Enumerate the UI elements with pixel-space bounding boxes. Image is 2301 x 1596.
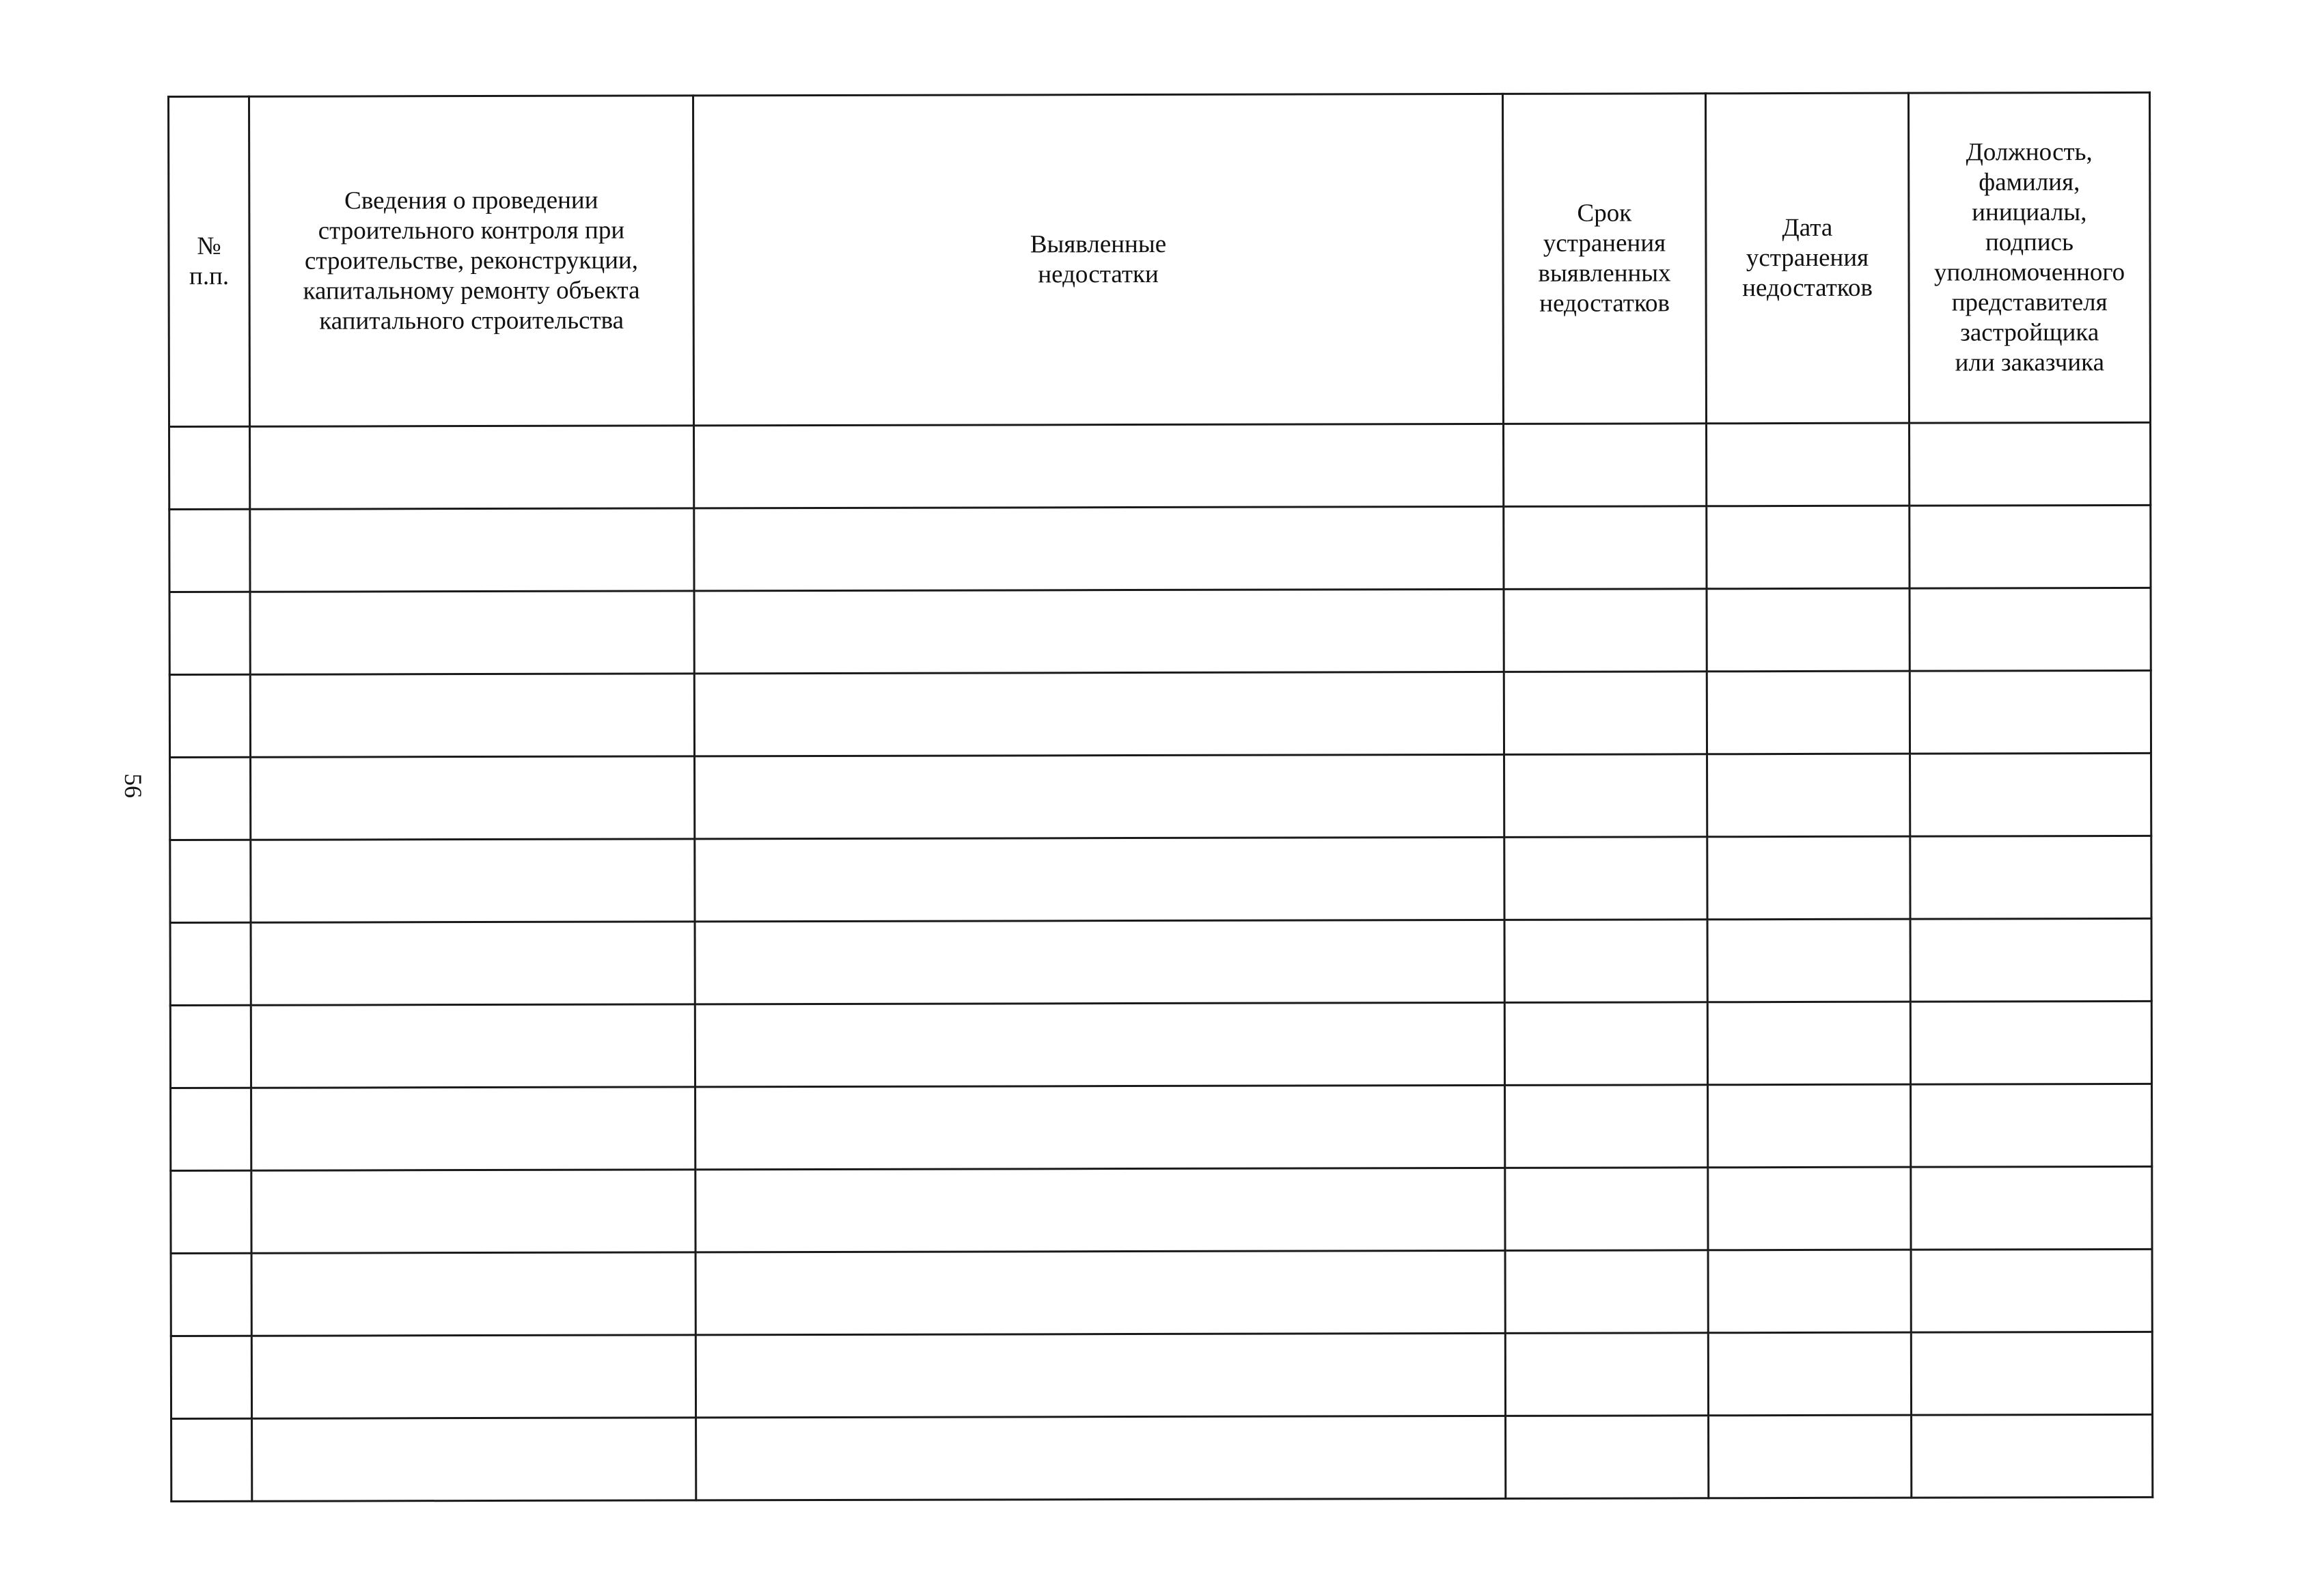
cell-deadline[interactable] xyxy=(1505,1250,1708,1334)
cell-num[interactable] xyxy=(170,840,251,922)
cell-signature[interactable] xyxy=(1910,670,2151,754)
cell-signature[interactable] xyxy=(1910,1001,2151,1084)
cell-num[interactable] xyxy=(171,1170,251,1253)
cell-fixdate[interactable] xyxy=(1708,1167,1911,1250)
cell-defects[interactable] xyxy=(695,1250,1505,1334)
table-row xyxy=(169,588,2151,674)
table-row xyxy=(170,836,2151,922)
cell-defects[interactable] xyxy=(695,837,1504,921)
cell-deadline[interactable] xyxy=(1504,920,1707,1003)
cell-signature[interactable] xyxy=(1910,588,2151,671)
table-row xyxy=(171,1414,2153,1501)
cell-defects[interactable] xyxy=(694,506,1504,590)
cell-fixdate[interactable] xyxy=(1707,506,1910,589)
cell-deadline[interactable] xyxy=(1505,1168,1708,1251)
cell-signature[interactable] xyxy=(1911,1166,2152,1250)
cell-num[interactable] xyxy=(170,757,251,840)
cell-defects[interactable] xyxy=(695,754,1504,838)
cell-signature[interactable] xyxy=(1910,505,2151,588)
cell-num[interactable] xyxy=(169,509,250,592)
header-fix-date: Дата устранения недостатков xyxy=(1705,93,1909,424)
cell-info[interactable] xyxy=(250,591,694,674)
cell-defects[interactable] xyxy=(694,424,1504,508)
cell-deadline[interactable] xyxy=(1504,672,1707,755)
cell-signature[interactable] xyxy=(1910,836,2151,919)
table-row xyxy=(170,918,2151,1005)
cell-deadline[interactable] xyxy=(1504,424,1707,507)
cell-signature[interactable] xyxy=(1911,1084,2152,1167)
journal-table-wrapper xyxy=(167,92,2151,1469)
header-defects: Выявленные недостатки xyxy=(693,94,1504,425)
cell-num[interactable] xyxy=(171,1418,252,1501)
cell-deadline[interactable] xyxy=(1504,754,1707,838)
table-body xyxy=(169,422,2153,1501)
cell-fixdate[interactable] xyxy=(1707,754,1910,837)
cell-fixdate[interactable] xyxy=(1708,1332,1911,1416)
cell-num[interactable] xyxy=(169,592,250,674)
cell-deadline[interactable] xyxy=(1504,506,1707,590)
cell-num[interactable] xyxy=(169,674,250,757)
cell-num[interactable] xyxy=(170,1005,251,1088)
cell-deadline[interactable] xyxy=(1506,1416,1709,1499)
cell-signature[interactable] xyxy=(1910,422,2151,506)
cell-info[interactable] xyxy=(251,1004,695,1088)
cell-num[interactable] xyxy=(171,1253,251,1336)
cell-defects[interactable] xyxy=(695,1168,1505,1252)
cell-defects[interactable] xyxy=(694,672,1504,756)
cell-info[interactable] xyxy=(252,1418,696,1501)
cell-info[interactable] xyxy=(251,839,695,922)
cell-defects[interactable] xyxy=(695,1002,1504,1086)
cell-fixdate[interactable] xyxy=(1707,423,1910,506)
cell-fixdate[interactable] xyxy=(1708,1084,1911,1168)
cell-num[interactable] xyxy=(170,922,251,1005)
cell-fixdate[interactable] xyxy=(1707,588,1910,672)
cell-num[interactable] xyxy=(169,426,250,509)
table-header-row xyxy=(169,92,2151,426)
cell-deadline[interactable] xyxy=(1504,1002,1707,1086)
cell-fixdate[interactable] xyxy=(1707,919,1910,1002)
cell-defects[interactable] xyxy=(695,1085,1505,1169)
table-row xyxy=(171,1166,2152,1253)
cell-info[interactable] xyxy=(250,508,694,592)
cell-info[interactable] xyxy=(250,426,694,509)
header-control-info: Сведения о проведении строительного контроля при строительстве, реконструкции, капитальному ремонту объекта капитального строительства xyxy=(249,96,694,426)
cell-deadline[interactable] xyxy=(1504,837,1707,920)
table-row xyxy=(171,1084,2152,1170)
table-row xyxy=(170,1001,2151,1088)
cell-signature[interactable] xyxy=(1910,918,2151,1002)
cell-info[interactable] xyxy=(251,1170,695,1253)
cell-deadline[interactable] xyxy=(1504,589,1707,672)
cell-info[interactable] xyxy=(251,922,695,1005)
cell-deadline[interactable] xyxy=(1505,1333,1708,1416)
cell-info[interactable] xyxy=(251,1087,695,1170)
header-row-number: № п.п. xyxy=(169,96,250,426)
construction-control-table xyxy=(167,92,2153,1502)
cell-num[interactable] xyxy=(171,1336,251,1418)
cell-info[interactable] xyxy=(251,1252,695,1336)
cell-signature[interactable] xyxy=(1912,1414,2153,1498)
cell-signature[interactable] xyxy=(1910,753,2151,836)
table-row xyxy=(169,505,2151,592)
page-number: 56 xyxy=(120,773,147,798)
cell-fixdate[interactable] xyxy=(1707,671,1910,754)
cell-info[interactable] xyxy=(250,674,694,757)
cell-defects[interactable] xyxy=(696,1416,1506,1500)
table-row xyxy=(169,670,2151,757)
cell-defects[interactable] xyxy=(695,920,1504,1004)
table-row xyxy=(170,753,2151,840)
cell-num[interactable] xyxy=(171,1088,251,1170)
cell-signature[interactable] xyxy=(1911,1332,2152,1415)
cell-fixdate[interactable] xyxy=(1707,836,1910,920)
table-row xyxy=(171,1332,2152,1418)
cell-info[interactable] xyxy=(251,1335,695,1418)
cell-fixdate[interactable] xyxy=(1709,1415,1912,1498)
header-signature: Должность, фамилия, инициалы, подпись уполномоченного представителя застройщика или заказчика xyxy=(1908,92,2150,423)
table-row xyxy=(169,422,2151,509)
cell-signature[interactable] xyxy=(1911,1249,2152,1332)
cell-defects[interactable] xyxy=(694,589,1504,673)
cell-fixdate[interactable] xyxy=(1707,1002,1910,1085)
table-row xyxy=(171,1249,2152,1336)
cell-info[interactable] xyxy=(251,756,695,840)
header-deadline: Срок устранения выявленных недостатков xyxy=(1502,94,1706,424)
cell-defects[interactable] xyxy=(695,1333,1505,1417)
cell-fixdate[interactable] xyxy=(1708,1250,1911,1333)
cell-deadline[interactable] xyxy=(1505,1085,1708,1168)
